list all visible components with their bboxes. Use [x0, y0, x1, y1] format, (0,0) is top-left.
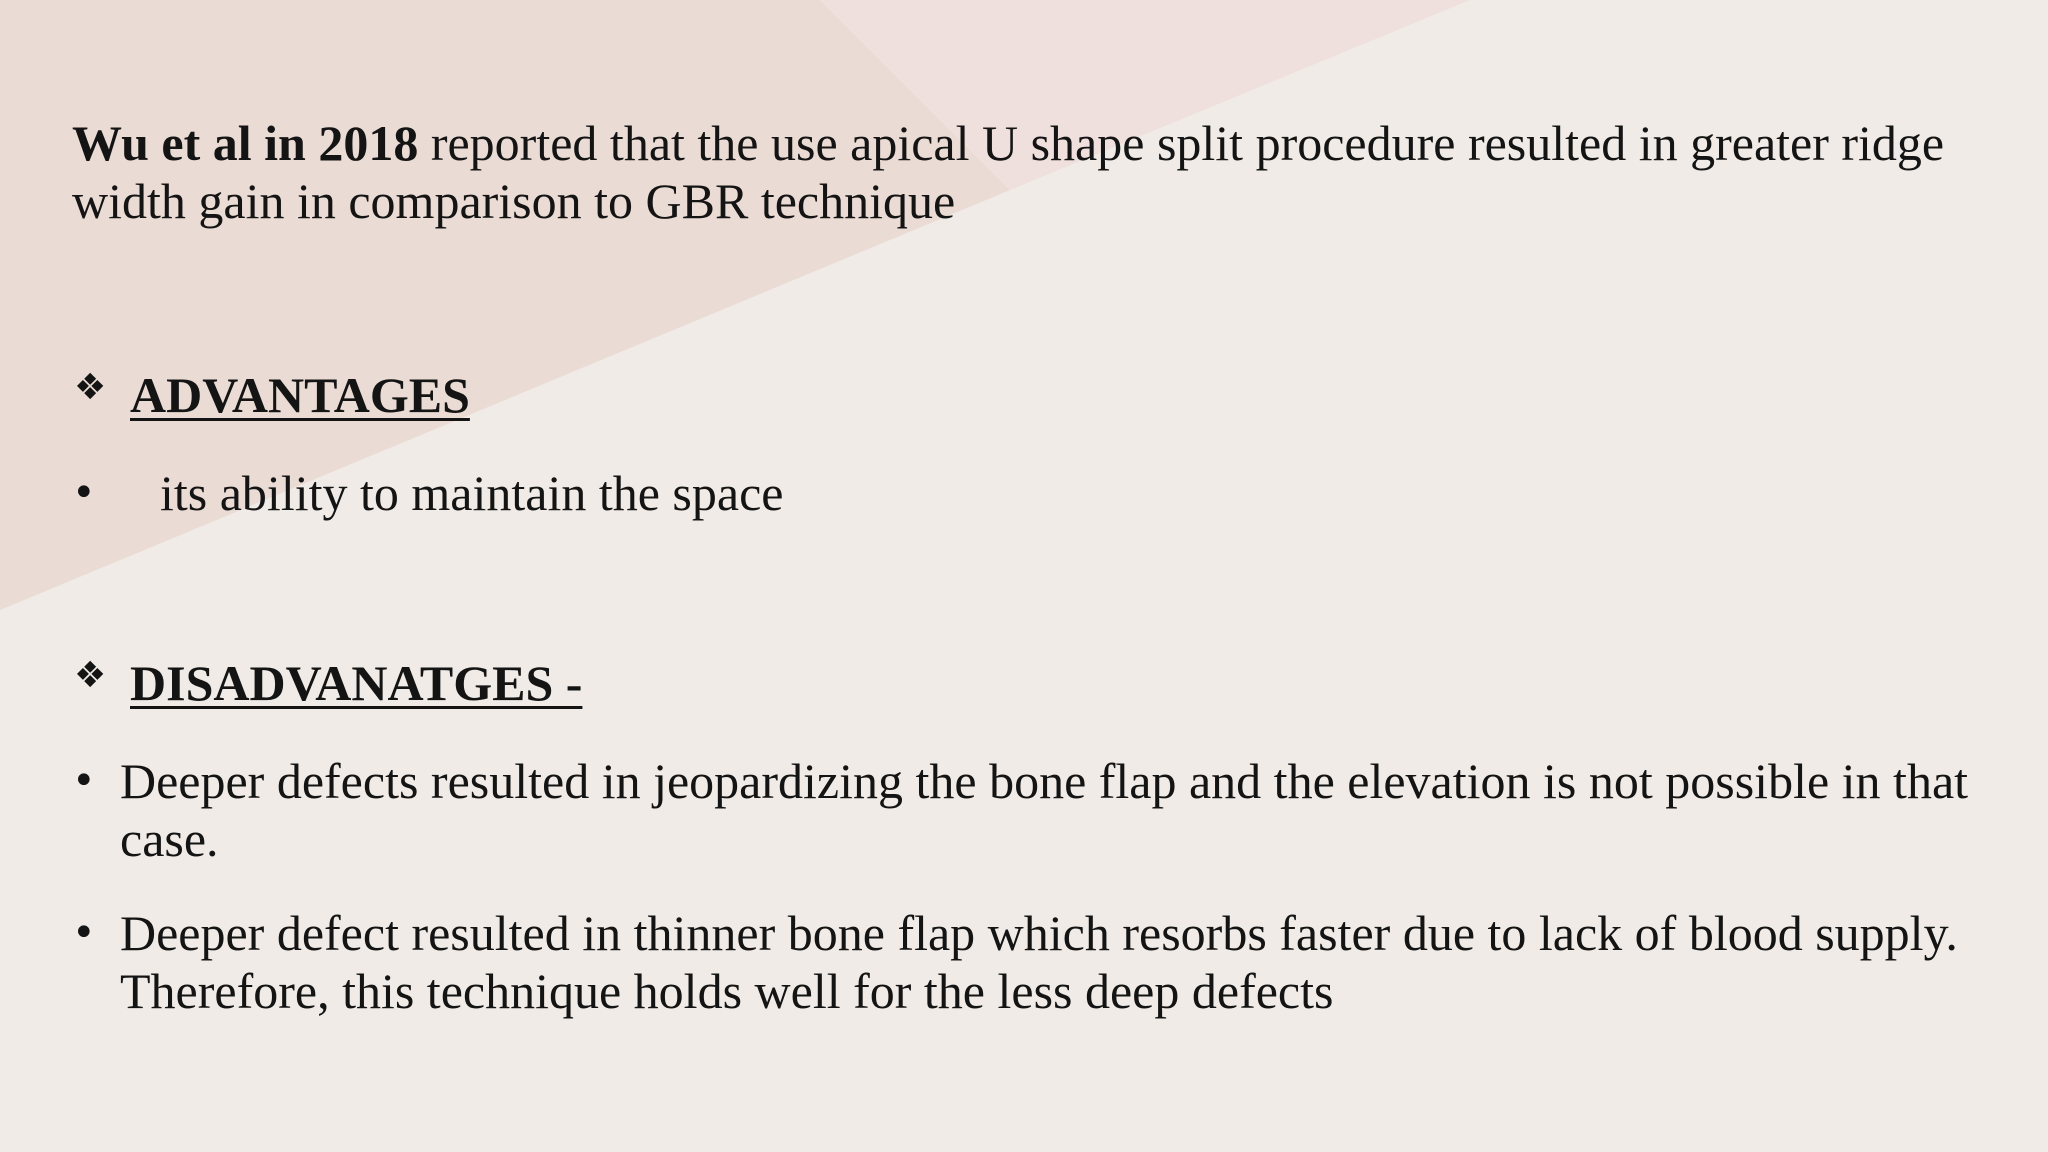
list-item [72, 464, 783, 522]
list-item [72, 904, 1992, 1020]
advantages-heading [74, 366, 470, 424]
list-item [72, 752, 1992, 868]
disadvantages-heading [74, 654, 582, 712]
intro-citation: Wu et al in 2018 [72, 115, 419, 171]
diamond-bullet-icon: ❖ [74, 655, 107, 696]
list-item-text: Deeper defects resulted in jeopardizing the bone flap and the elevation is not possible in that case. [120, 753, 1969, 867]
bullet-icon: • [72, 910, 96, 956]
advantages-heading-label: ADVANTAGES [130, 367, 470, 423]
intro-paragraph [72, 114, 1992, 230]
diamond-bullet-icon: ❖ [74, 367, 107, 408]
disadvantages-list [72, 752, 1992, 1056]
disadvantages-heading-label: DISADVANATGES - [130, 655, 583, 711]
list-item-text: its ability to maintain the space [160, 465, 784, 521]
bullet-icon: • [72, 758, 96, 804]
bullet-icon: • [72, 470, 96, 516]
list-item-text: Deeper defect resulted in thinner bone flap which resorbs faster due to lack of blood supply. Therefore, this technique holds well for the less deep defects [120, 905, 1958, 1019]
intro-text: reported that the use apical U shape split procedure resulted in greater ridge width gain in comparison to GBR technique [72, 115, 1945, 229]
advantages-list [72, 464, 783, 522]
